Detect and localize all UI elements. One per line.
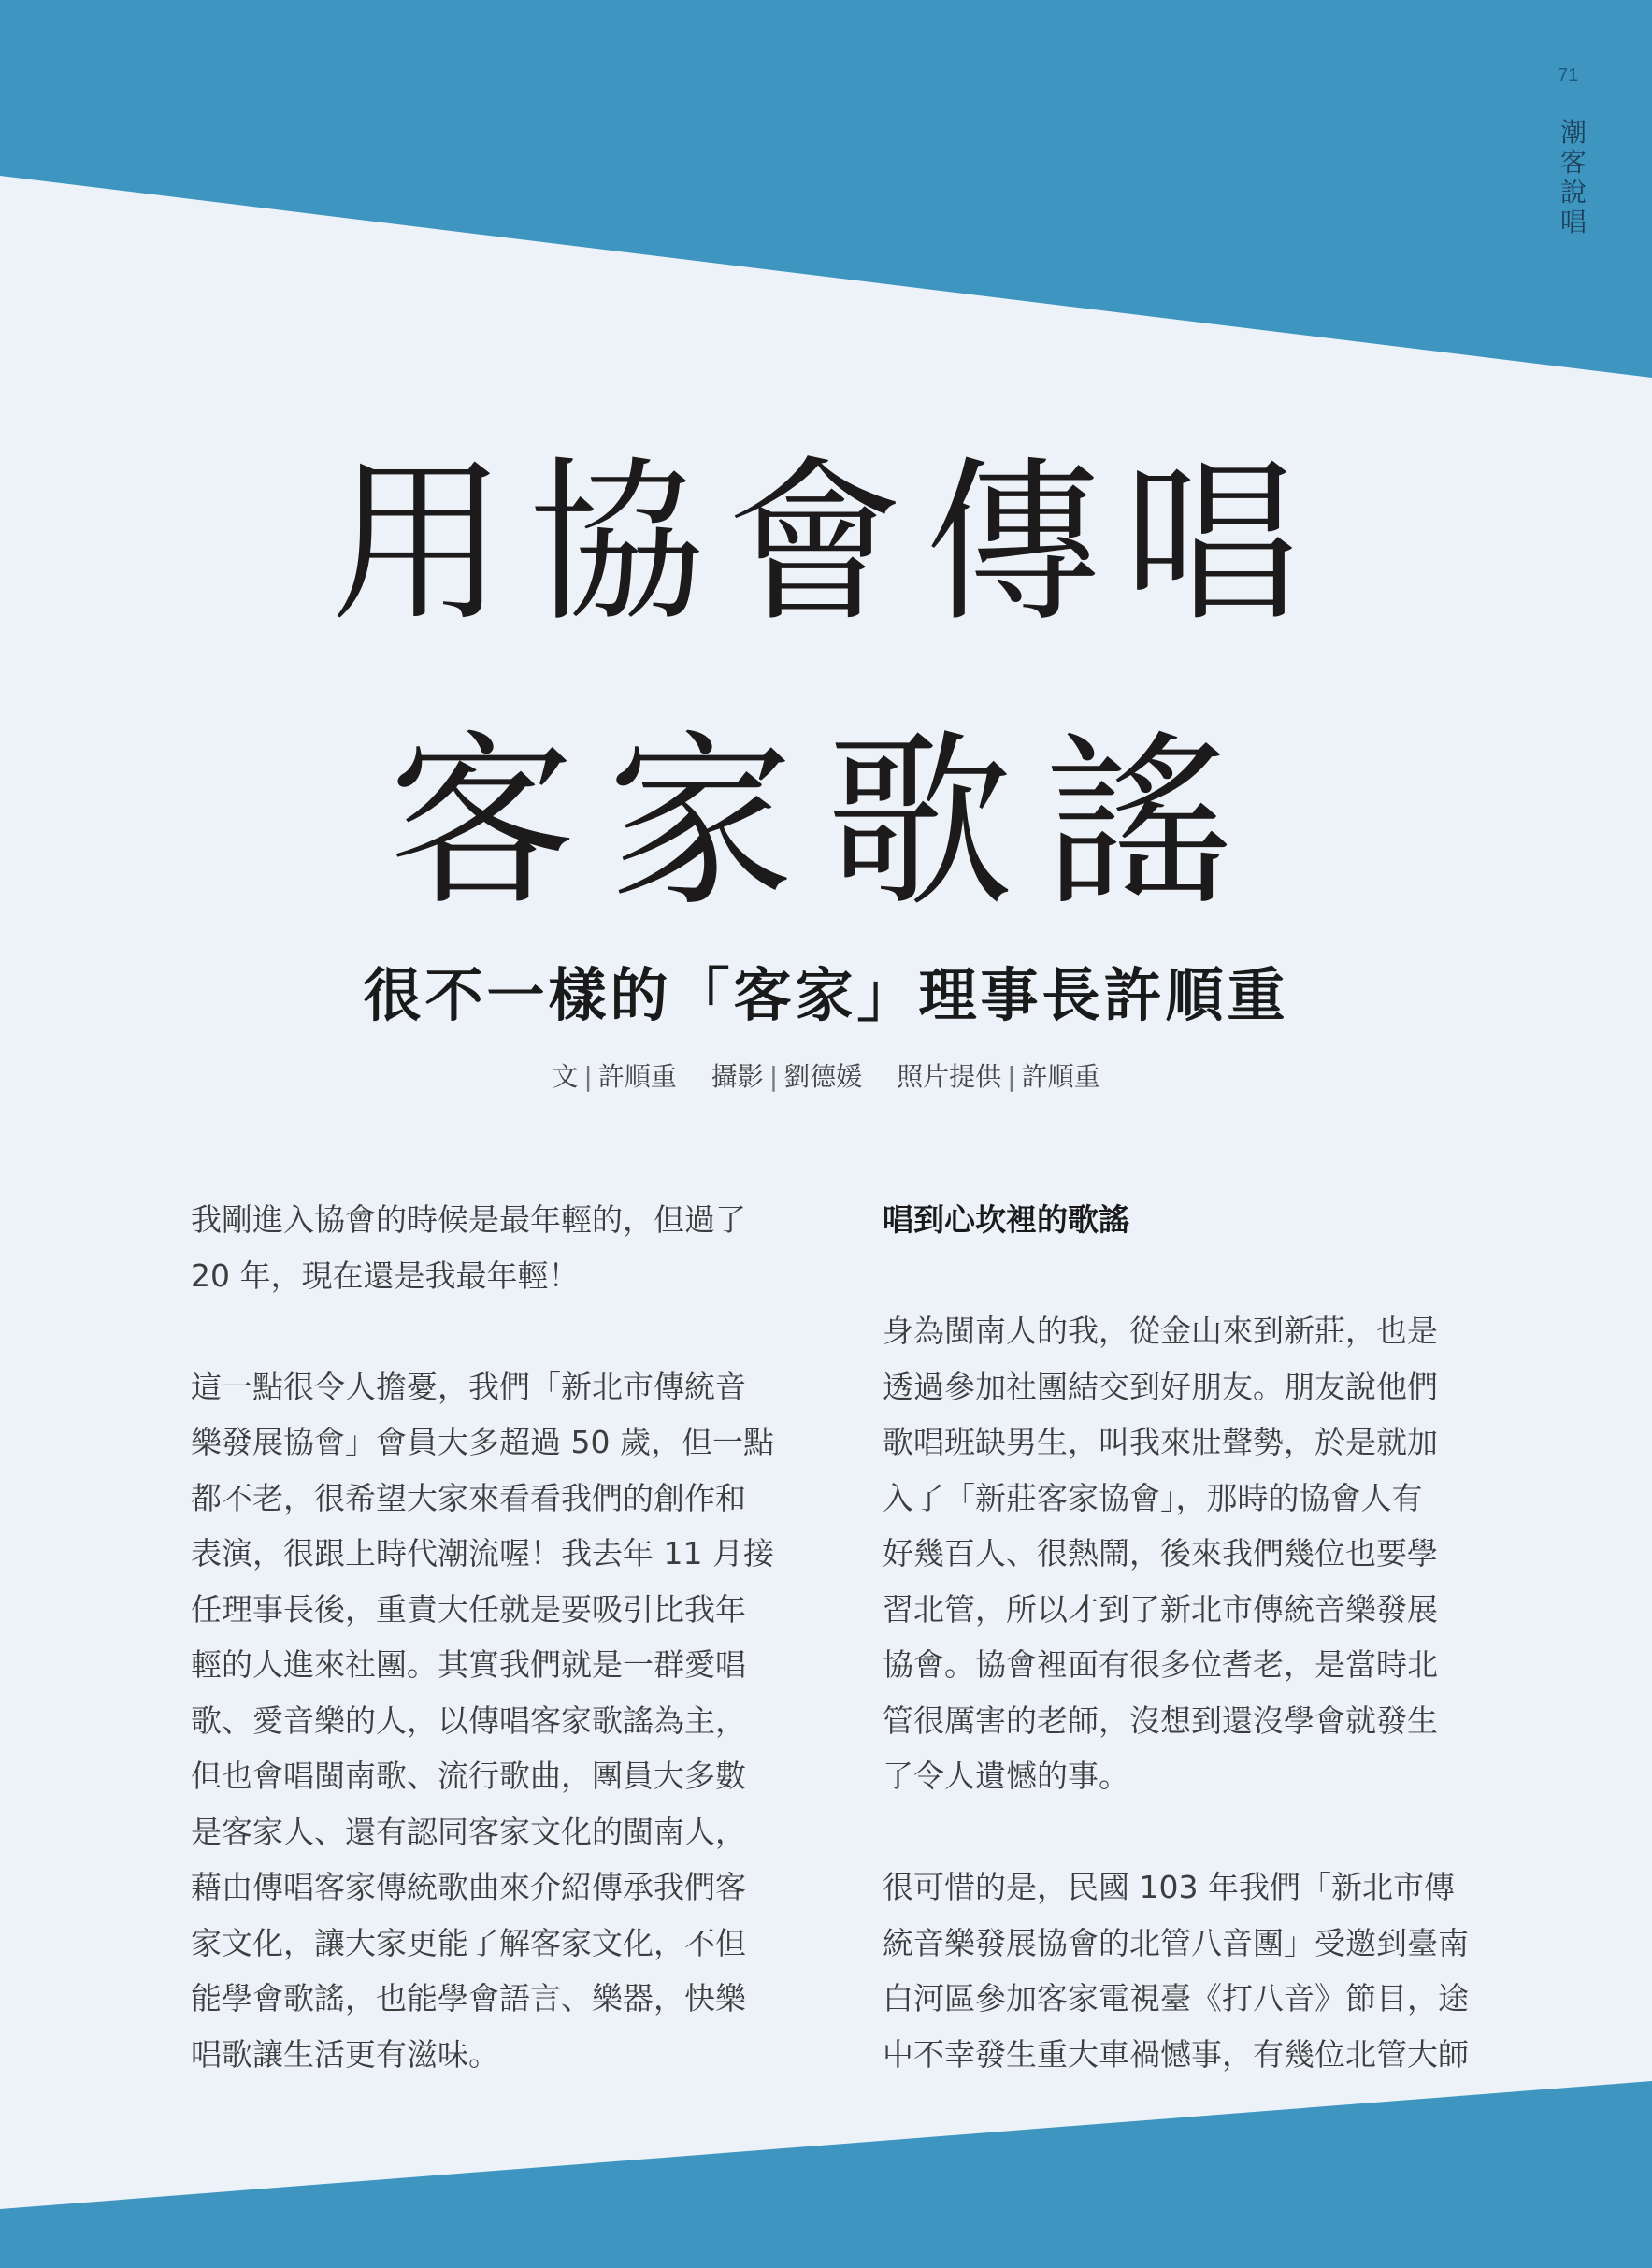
body-line: 是客家人、還有認同客家文化的閩南人， [191, 1813, 746, 1850]
body-line: 任理事長後，重責大任就是要吸引比我年 [191, 1590, 746, 1628]
article-title-line-1: 用協會傳唱 [330, 441, 1322, 646]
body-line: 統音樂發展協會的北管八音團」受邀到臺南 [883, 1924, 1469, 1961]
body-line: 管很厲害的老師，沒想到還沒學會就發生 [883, 1701, 1438, 1739]
body-line: 了令人遺憾的事。 [883, 1758, 1129, 1794]
body-line: 很可惜的是，民國 103 年我們「新北市傳 [883, 1869, 1455, 1905]
body-line: 我剛進入協會的時候是最年輕的，但過了 [191, 1201, 746, 1238]
body-line: 入了「新莊客家協會」，那時的協會人有 [883, 1479, 1423, 1516]
paragraph-gap [883, 1804, 1500, 1860]
body-line: 輕的人進來社團。其實我們就是一群愛唱 [191, 1646, 746, 1683]
body-line: 歌、愛音樂的人，以傳唱客家歌謠為主， [191, 1701, 746, 1739]
body-line: 習北管，所以才到了新北市傳統音樂發展 [883, 1590, 1438, 1628]
article-title-line-2: 客家歌謠 [388, 714, 1264, 932]
body-line: 協會。協會裡面有很多位耆老，是當時北 [883, 1646, 1438, 1683]
body-line: 白河區參加客家電視臺《打八音》節目，途 [883, 1980, 1469, 2017]
left-column [191, 1192, 808, 2082]
credit-text: 文 | 許順重 [552, 1061, 677, 1092]
credit-photo: 攝影 | 劉德媛 [711, 1061, 863, 1092]
section-heading: 唱到心坎裡的歌謠 [883, 1201, 1129, 1238]
paragraph-gap [191, 1303, 808, 1359]
body-line: 中不幸發生重大車禍憾事，有幾位北管大師 [883, 2035, 1469, 2073]
body-line: 這一點很令人擔憂，我們「新北市傳統音 [191, 1368, 746, 1405]
body-line: 表演，很跟上時代潮流喔！我去年 11 月接 [191, 1535, 774, 1572]
body-line: 家文化，讓大家更能了解客家文化，不但 [191, 1924, 746, 1961]
right-column [883, 1192, 1500, 2082]
credit-photo-provided: 照片提供 | 許順重 [897, 1061, 1100, 1092]
body-line: 都不老，很希望大家來看看我們的創作和 [191, 1479, 746, 1516]
article-credits [0, 1056, 1652, 1094]
body-line: 好幾百人、很熱鬧，後來我們幾位也要學 [883, 1535, 1438, 1572]
body-line: 但也會唱閩南歌、流行歌曲，團員大多數 [191, 1758, 746, 1794]
body-line: 透過參加社團結交到好朋友。朋友說他們 [883, 1368, 1438, 1405]
body-line: 歌唱班缺男生，叫我來壯聲勢，於是就加 [883, 1424, 1438, 1460]
body-line: 能學會歌謠，也能學會語言、樂器，快樂 [191, 1980, 746, 2017]
body-line: 身為閩南人的我，從金山來到新莊，也是 [883, 1313, 1438, 1349]
section-label: 潮客說唱 [1559, 117, 1587, 237]
body-line: 20 年，現在還是我最年輕！ [191, 1256, 580, 1294]
paragraph-gap [883, 1248, 1500, 1304]
page-number: 71 [1558, 65, 1579, 86]
article-subtitle: 很不一樣的「客家」理事長許順重 [363, 961, 1289, 1029]
body-line: 藉由傳唱客家傳統歌曲來介紹傳承我們客 [191, 1869, 746, 1905]
body-line: 樂發展協會」會員大多超過 50 歲，但一點 [191, 1424, 774, 1460]
body-line: 唱歌讓生活更有滋味。 [191, 2035, 499, 2073]
